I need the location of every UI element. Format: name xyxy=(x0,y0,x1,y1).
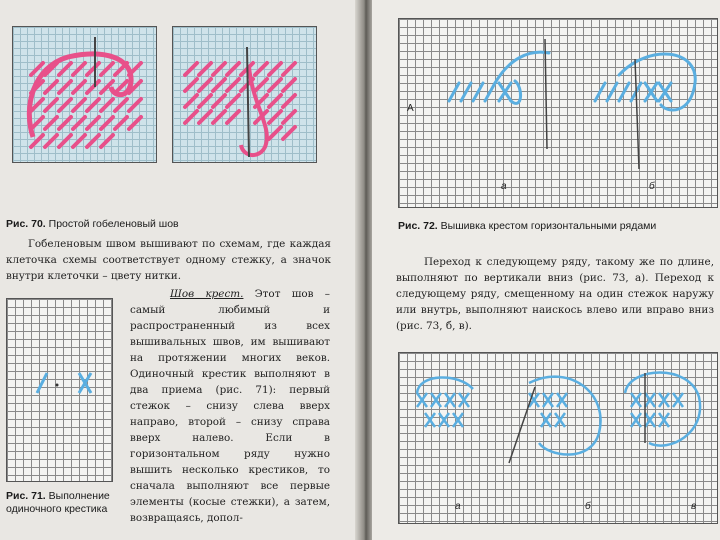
figure-72-caption xyxy=(398,220,716,233)
tapestry-stitch-illustration-a xyxy=(13,27,156,162)
right-page xyxy=(372,0,720,540)
single-cross-stitch-illustration xyxy=(7,299,112,481)
figure-72-marker-a: А xyxy=(407,103,414,114)
cross-stitch-heading: Шов крест. xyxy=(170,288,244,300)
figure-73-subfig-b: б xyxy=(585,501,591,512)
figure-72-subfig-a: а xyxy=(501,181,507,192)
figure-71-label: Рис. 71. xyxy=(6,490,46,502)
paragraph-row-transition: Переход к следующему ряду, такому же по длине, выполняют по вертикали вниз (рис. 73, а). Переход к следующему ряду, смещенному на один стежок наружу или внутрь, выполняют наискось влево или вправо вниз (рис. 73, б, в). xyxy=(396,256,714,332)
figure-71-title: Выполнение одиночного крестика xyxy=(6,490,110,515)
horizontal-rows-cross-stitch xyxy=(399,19,717,207)
figure-71-diagram xyxy=(6,298,113,482)
figure-72-subfig-b: б xyxy=(649,181,655,192)
row-offset-cross-stitch xyxy=(399,353,717,523)
figure-70-caption xyxy=(6,218,336,231)
figure-73-diagram xyxy=(398,352,718,524)
figure-73-subfig-a: а xyxy=(455,501,461,512)
figure-70-panel-a xyxy=(12,26,157,163)
cross-stitch-text: Этот шов – самый любимый и распространенный из всех вышивальных швов, им вышивают на протяжении многих веков. Одиночный крестик выполняют в два приема (рис. 71): первый стежок – снизу слева вверх направо, второй – снизу справа вверх налево. Если в горизонтальном ряду нужно вышить несколько крестиков, то сначала выполняют все первые элементы (косые стежки), а затем, возвращаясь, допол- xyxy=(130,288,330,524)
tapestry-stitch-illustration-b xyxy=(173,27,316,162)
figure-72-title: Вышивка крестом горизонтальными рядами xyxy=(440,220,657,232)
figure-72-label: Рис. 72. xyxy=(398,220,438,232)
figure-72-diagram xyxy=(398,18,718,208)
paragraph-tapestry: Гобеленовым швом вышивают по схемам, где каждая клеточка схемы соответствует одному стежку, а значок внутри клеточки – цвету нитки. xyxy=(6,238,331,282)
paragraph-cross-stitch xyxy=(130,286,330,526)
figure-71-caption xyxy=(6,490,116,516)
figure-70-title: Простой гобеленовый шов xyxy=(48,218,179,230)
figure-70-panel-b xyxy=(172,26,317,163)
figure-73-subfig-c: в xyxy=(691,501,697,512)
figure-70-label: Рис. 70. xyxy=(6,218,46,230)
